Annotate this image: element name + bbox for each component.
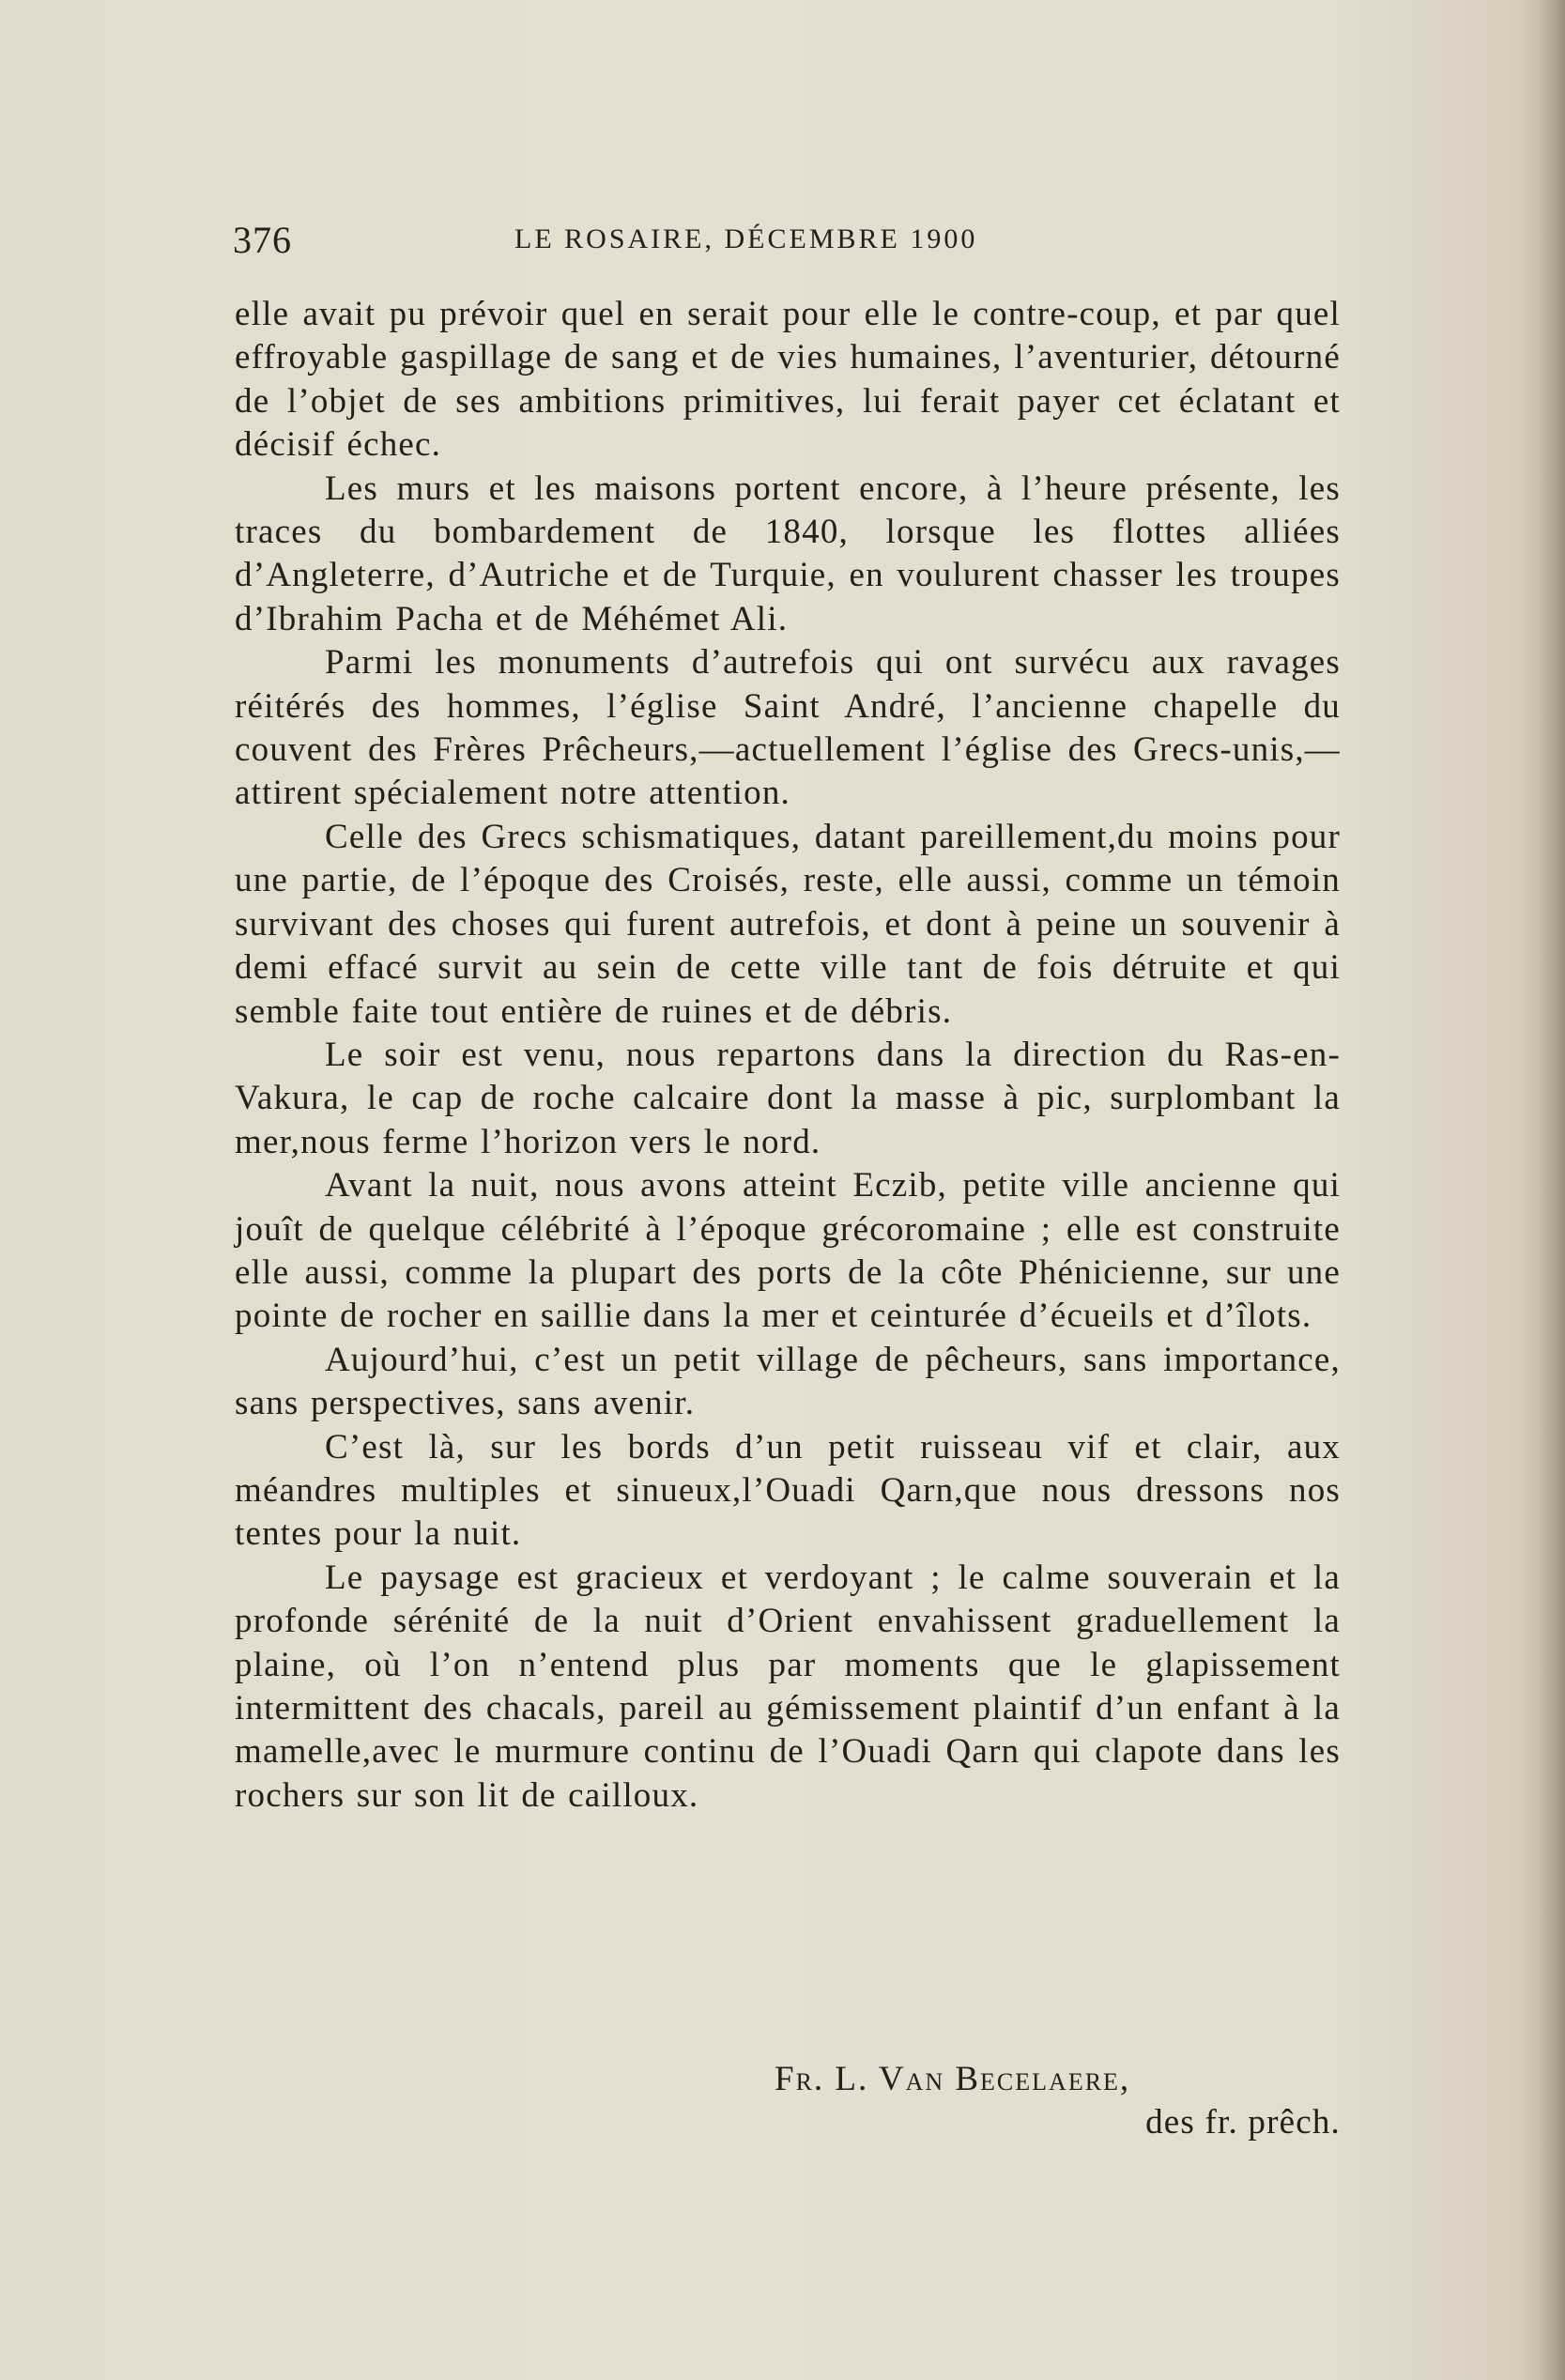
page-number: 376	[233, 219, 292, 261]
paragraph: Les murs et les maisons portent encore, à l’heure présente, les traces du bombardement de 1840, lorsque les flottes alliées d’Angleterre, d’Autriche et de Turquie, en voulurent chasser les troupes d’Ibrahim Pacha et de Méhémet Ali.	[235, 468, 1341, 638]
paragraph: Aujourd’hui, c’est un petit village de pêcheurs, sans importance, sans perspectives, sans avenir.	[235, 1340, 1341, 1423]
paragraph: Avant la nuit, nous avons atteint Eczib, petite ville ancienne qui jouît de quelque célébrité à l’époque grécoromaine ; elle est construite elle aussi, comme la plupart des ports de la côte Phénicienne, sur une pointe de rocher en saillie dans la mer et ceinturée d’écueils et d’îlots.	[235, 1166, 1341, 1336]
author-title: des fr. prêch.	[1145, 2103, 1341, 2142]
running-title: LE ROSAIRE, DÉCEMBRE 1900	[514, 223, 978, 254]
author-signature	[235, 2058, 1341, 2145]
article-body	[235, 293, 1341, 1818]
paragraph: Parmi les monuments d’autrefois qui ont survécu aux ravages réitérés des hommes, l’église Saint André, l’ancienne chapelle du couvent des Frères Prêcheurs,—actuellement l’église des Grecs-unis,—attirent spécialement notre attention.	[235, 643, 1341, 813]
paragraph: C’est là, sur les bords d’un petit ruisseau vif et clair, aux méandres multiples et sinueux,l’Ouadi Qarn,que nous dressons nos tentes pour la nuit.	[235, 1427, 1341, 1554]
author-name: Fr. L. Van Becelaere,	[775, 2060, 1131, 2098]
paragraph: Celle des Grecs schismatiques, datant pareillement,du moins pour une partie, de l’époque des Croisés, reste, elle aussi, comme un témoin survivant des choses qui furent autrefois, et dont à peine un souvenir à demi effacé survit au sein de cette ville tant de fois détruite et qui semble faite tout entière de ruines et de débris.	[235, 817, 1341, 1031]
paragraph: Le soir est venu, nous repartons dans la direction du Ras-en-Vakura, le cap de roche calcaire dont la masse à pic, surplombant la mer,nous ferme l’horizon vers le nord.	[235, 1035, 1341, 1161]
paragraph: Le paysage est gracieux et verdoyant ; le calme souverain et la profonde sérénité de la nuit d’Orient envahissent graduellement la plaine, où l’on n’entend plus par moments que le glapissement intermittent des chacals, pareil au gémissement plaintif d’un enfant à la mamelle,avec le murmure continu de l’Ouadi Qarn qui clapote dans les rochers sur son lit de cailloux.	[235, 1558, 1341, 1815]
page-edge-shadow	[1539, 0, 1565, 2380]
paragraph: elle avait pu prévoir quel en serait pour elle le contre-coup, et par quel effroyable gaspillage de sang et de vies humaines, l’aventurier, détourné de l’objet de ses ambitions primitives, lui ferait payer cet éclatant et décisif échec.	[235, 295, 1341, 465]
page-header	[233, 218, 1341, 270]
